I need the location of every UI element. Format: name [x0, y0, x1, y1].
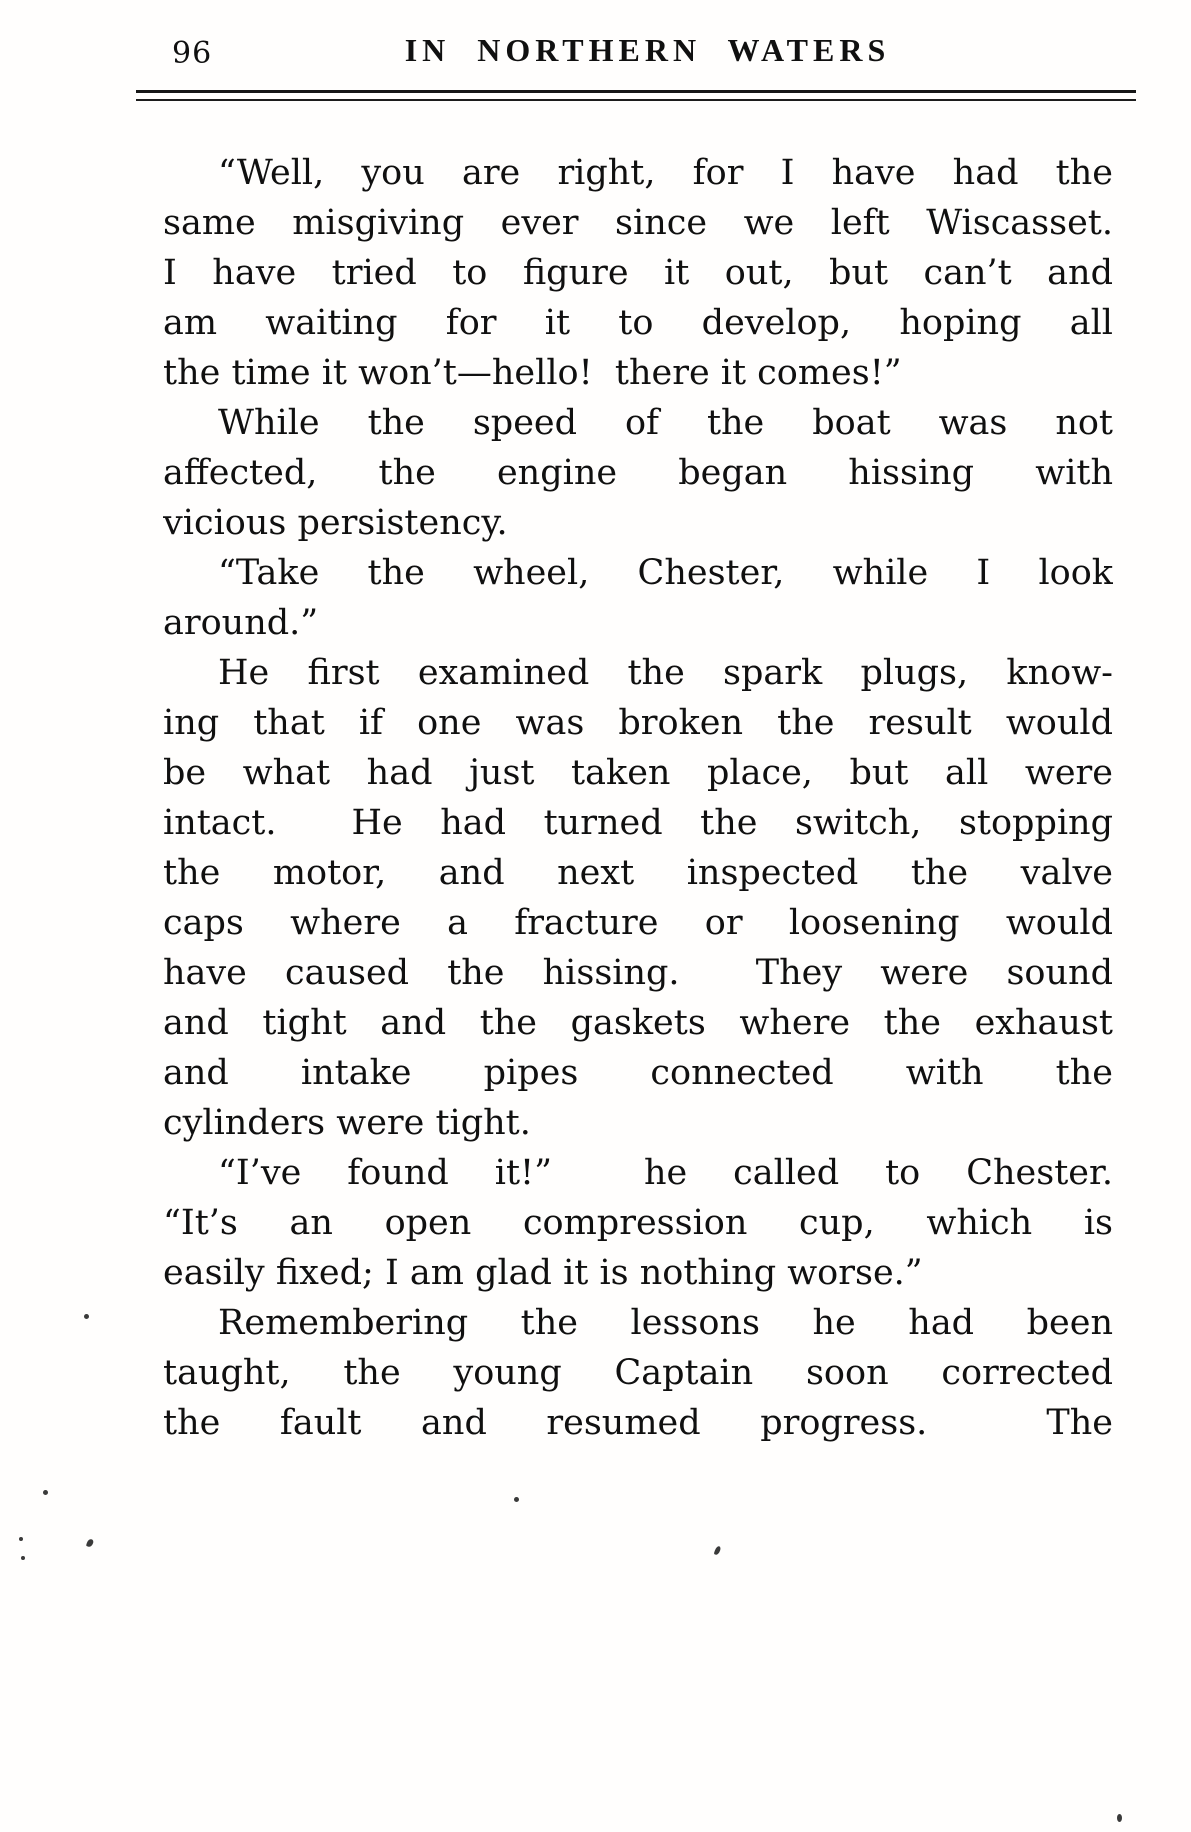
text-line: Remembering the lessons he had been — [218, 1303, 1113, 1343]
paragraph — [163, 1298, 1113, 1448]
scan-speck — [21, 1556, 25, 1560]
text-line: easily fixed; I am glad it is nothing worse.” — [163, 1253, 923, 1293]
text-line: I have tried to figure it out, but can’t and — [163, 253, 1113, 293]
text-line: and intake pipes connected with the — [163, 1053, 1113, 1093]
paragraph — [163, 398, 1113, 548]
text-line: cylinders were tight. — [163, 1103, 531, 1143]
text-line: intact. He had turned the switch, stopping — [163, 803, 1113, 843]
text-line: and tight and the gaskets where the exhaust — [163, 1003, 1113, 1043]
text-block — [163, 148, 1113, 1448]
rule-line-top — [136, 90, 1136, 93]
scan-speck — [714, 1545, 722, 1555]
scan-speck — [84, 1314, 89, 1319]
text-line: “Take the wheel, Chester, while I look — [218, 553, 1113, 593]
text-line: ing that if one was broken the result would — [163, 703, 1113, 743]
text-line: be what had just taken place, but all were — [163, 753, 1113, 793]
header-double-rule — [136, 90, 1136, 101]
text-line: around.” — [163, 603, 319, 643]
text-line: taught, the young Captain soon corrected — [163, 1353, 1113, 1393]
paragraph — [163, 1148, 1113, 1298]
paragraph — [163, 648, 1113, 1148]
text-line: vicious persistency. — [163, 503, 508, 543]
scan-speck — [514, 1497, 519, 1502]
text-line: the fault and resumed progress. The — [163, 1403, 1113, 1443]
scan-speck — [19, 1537, 23, 1541]
scan-speck — [86, 1538, 94, 1547]
running-title: IN NORTHERN WATERS — [404, 32, 891, 68]
text-line: affected, the engine began hissing with — [163, 453, 1113, 493]
page-number: 96 — [172, 36, 213, 71]
text-line: have caused the hissing. They were sound — [163, 953, 1113, 993]
text-line: “It’s an open compression cup, which is — [163, 1203, 1113, 1243]
scan-speck — [1117, 1814, 1122, 1822]
text-line: “Well, you are right, for I have had the — [218, 153, 1113, 193]
paragraph — [163, 548, 1113, 648]
text-line: the time it won’t—hello! there it comes!” — [163, 353, 902, 393]
rule-line-bottom — [136, 99, 1136, 101]
text-line: same misgiving ever since we left Wiscasset. — [163, 203, 1113, 243]
text-line: “I’ve found it!” he called to Chester. — [218, 1153, 1113, 1193]
text-line: While the speed of the boat was not — [218, 403, 1113, 443]
text-line: the motor, and next inspected the valve — [163, 853, 1113, 893]
scan-speck — [43, 1490, 48, 1495]
text-line: caps where a fracture or loosening would — [163, 903, 1113, 943]
text-line: He first examined the spark plugs, know- — [218, 653, 1113, 693]
text-line: am waiting for it to develop, hoping all — [163, 303, 1113, 343]
paragraph — [163, 148, 1113, 398]
